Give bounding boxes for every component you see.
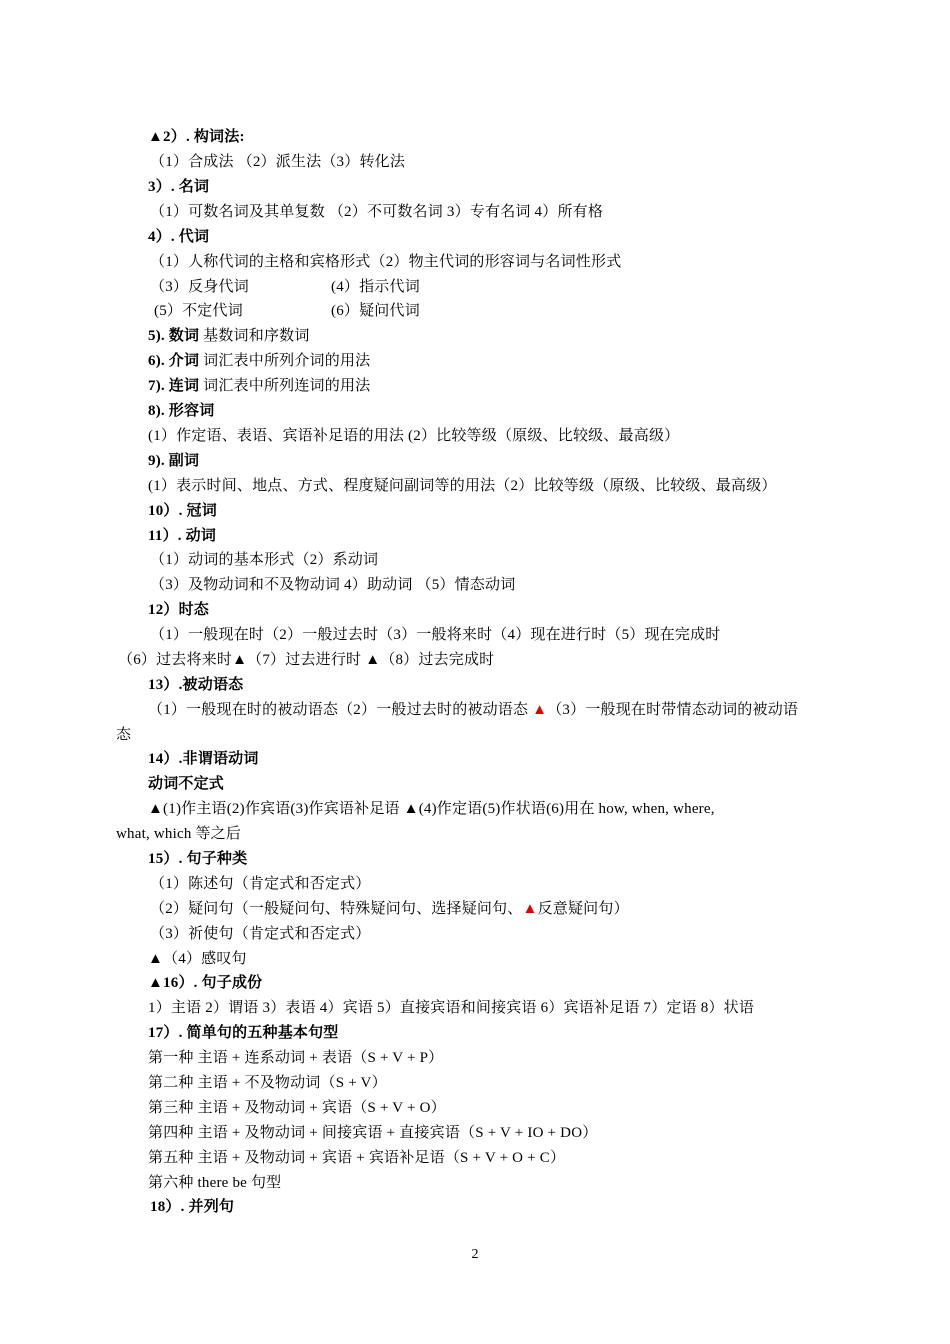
section-heading-nonfinite-verbs: 14）.非谓语动词: [148, 751, 259, 767]
body-line: 1）主语 2）谓语 3）表语 4）宾语 5）直接宾语和间接宾语 6）宾语补足语 7）定语 8）状语: [148, 1000, 755, 1016]
passive-voice-line: [148, 700, 798, 720]
body-line: （1）可数名词及其单复数 （2）不可数名词 3）专有名词 4）所有格: [150, 204, 604, 220]
body-line: what, which 等之后: [116, 826, 242, 842]
body-line: 第四种 主语 + 及物动词 + 间接宾语 + 直接宾语（S + V + IO + DO）: [148, 1125, 598, 1141]
body-text: （2）疑问句（一般疑问句、特殊疑问句、选择疑问句、: [150, 901, 523, 917]
section-heading-nouns: 3）. 名词: [148, 179, 210, 195]
section-heading-conjunctions: 7). 连词: [148, 378, 200, 394]
section-heading-compound-sentences: 18）. 并列句: [150, 1199, 235, 1215]
section-heading-numerals: 5). 数词: [148, 328, 200, 344]
body-text: 反意疑问句）: [537, 901, 629, 917]
body-line: 第二种 主语 + 不及物动词（S + V）: [148, 1075, 387, 1091]
section-heading-prepositions: 6). 介词: [148, 353, 200, 369]
body-line: (1）作定语、表语、宾语补足语的用法 (2）比较等级（原级、比较级、最高级）: [148, 428, 680, 444]
page-number: 2: [471, 1247, 479, 1262]
section-heading-verbs: 11）. 动词: [148, 528, 217, 544]
section-heading-tenses: 12）时态: [148, 602, 210, 618]
section-heading-pronouns: 4）. 代词: [148, 229, 210, 245]
body-line: （1）陈述句（肯定式和否定式）: [150, 876, 371, 892]
body-line: ▲（4）感叹句: [148, 951, 247, 967]
body-line-col-b: (6）疑问代词: [331, 303, 420, 319]
body-line: (1）表示时间、地点、方式、程度疑问副词等的用法（2）比较等级（原级、比较级、最高级）: [148, 478, 777, 494]
section-heading-word-formation: ▲2）. 构词法:: [148, 129, 245, 145]
body-line: （3）及物动词和不及物动词 4）助动词 （5）情态动词: [150, 577, 516, 593]
body-text: 词汇表中所列连词的用法: [199, 378, 371, 394]
numerals-line: [148, 326, 310, 346]
body-line: ▲(1)作主语(2)作宾语(3)作宾语补足语 ▲(4)作定语(5)作状语(6)用在 how, when, where,: [148, 801, 715, 817]
subheading-infinitive: 动词不定式: [148, 776, 225, 792]
body-line: （1）一般现在时（2）一般过去时（3）一般将来时（4）现在进行时（5）现在完成时: [150, 627, 721, 643]
body-line: 第一种 主语 + 连系动词 + 表语（S + V + P）: [148, 1050, 444, 1066]
body-line: （1）合成法 （2）派生法（3）转化法: [150, 154, 406, 170]
prepositions-line: [148, 351, 370, 371]
body-line-col-b: (4）指示代词: [331, 279, 420, 295]
body-line: 第五种 主语 + 及物动词 + 宾语 + 宾语补足语（S + V + O + C）: [148, 1150, 566, 1166]
section-heading-passive-voice: 13）.被动语态: [148, 677, 244, 693]
body-line: 态: [116, 727, 132, 743]
section-heading-adverbs: 9). 副词: [148, 453, 200, 469]
section-heading-adjectives: 8). 形容词: [148, 403, 215, 419]
conjunctions-line: [148, 376, 370, 396]
body-text: 基数词和序数词: [199, 328, 310, 344]
body-text: 词汇表中所列介词的用法: [199, 353, 371, 369]
section-heading-articles: 10）. 冠词: [148, 503, 217, 519]
triangle-marker-icon: ▲: [532, 702, 548, 718]
body-line: 第三种 主语 + 及物动词 + 宾语（S + V + O）: [148, 1100, 446, 1116]
body-line: （3）祈使句（肯定式和否定式）: [150, 926, 371, 942]
body-text: （1）一般现在时的被动语态（2）一般过去时的被动语态: [148, 702, 533, 718]
section-heading-sentence-types: 15）. 句子种类: [148, 851, 248, 867]
question-types-line: [150, 899, 629, 919]
body-line-col-a: (5）不定代词: [154, 303, 243, 319]
body-line: （1）动词的基本形式（2）系动词: [150, 552, 379, 568]
triangle-marker-icon: ▲: [522, 901, 538, 917]
body-text: （3）一般现在时带情态动词的被动语: [547, 702, 799, 718]
section-heading-sentence-patterns: 17）. 简单句的五种基本句型: [148, 1025, 339, 1041]
body-line: 第六种 there be 句型: [148, 1175, 282, 1191]
body-line: （6）过去将来时▲（7）过去进行时 ▲（8）过去完成时: [118, 652, 495, 668]
body-line: （1）人称代词的主格和宾格形式（2）物主代词的形容词与名词性形式: [150, 254, 622, 270]
body-line-col-a: （3）反身代词: [150, 279, 249, 295]
section-heading-sentence-elements: ▲16）. 句子成份: [148, 975, 263, 991]
